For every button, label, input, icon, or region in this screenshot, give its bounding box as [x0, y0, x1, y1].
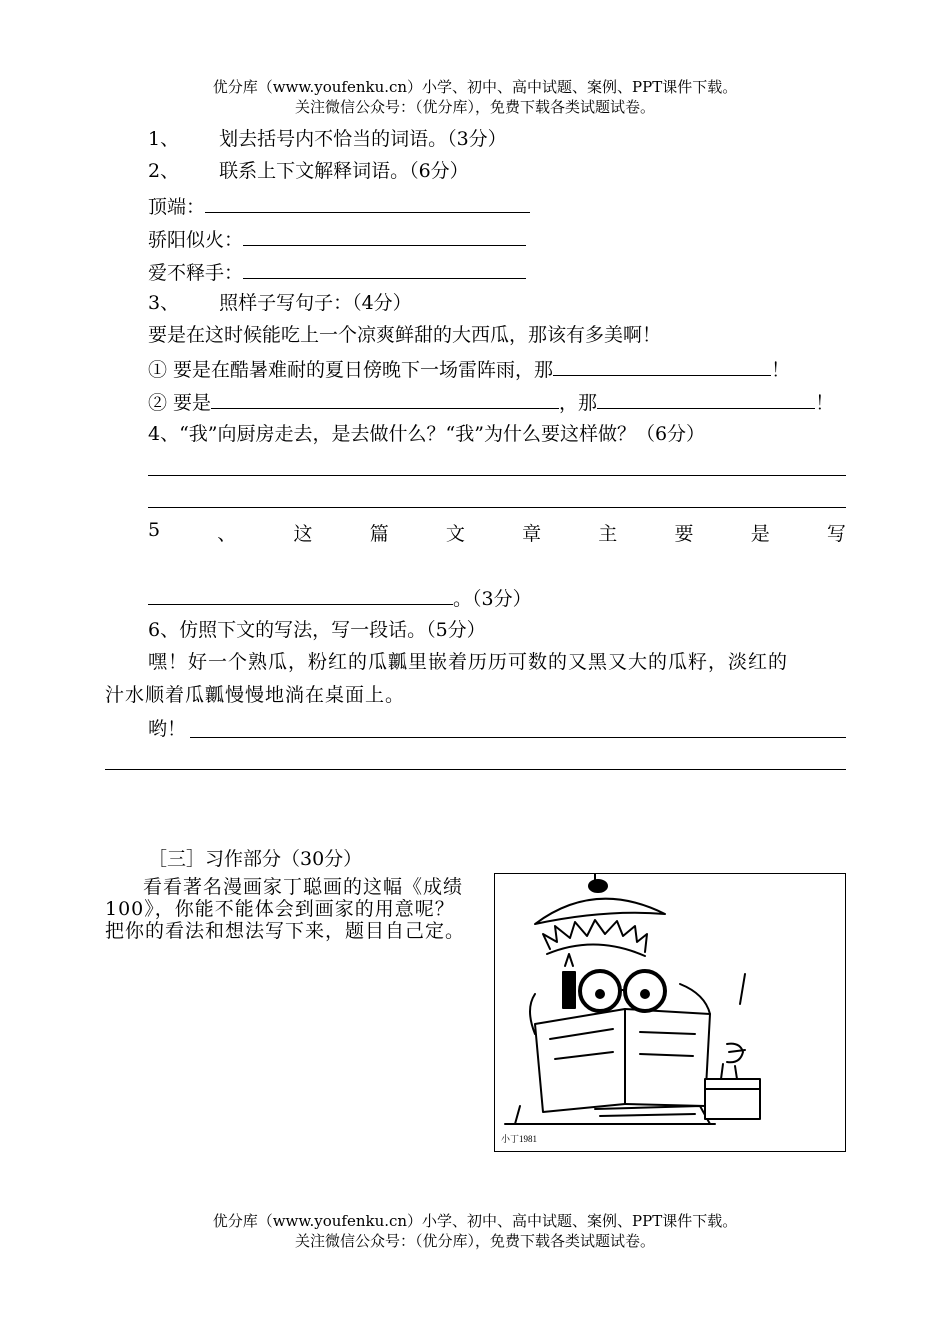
question-3 — [148, 290, 412, 316]
header-line-1: 优分库（www.youfenku.cn）小学、初中、高中试题、案例、PPT课件下载。 — [212, 78, 738, 96]
question-3-number: 3、 — [148, 292, 180, 314]
answer-blank[interactable] — [243, 225, 526, 246]
word-item-2 — [148, 225, 526, 253]
answer-line[interactable] — [148, 507, 846, 508]
item-2-mid: ，那 — [559, 392, 598, 414]
word-label: 顶端： — [148, 196, 206, 218]
question-5-char: 章 — [522, 523, 542, 545]
question-5-char: 这 — [293, 523, 313, 545]
example-paragraph-line-1: 嘿！好一个熟瓜，粉红的瓜瓤里嵌着历历可数的又黑又大的瓜籽，淡红的 — [148, 651, 789, 673]
question-3-text: 照样子写句子：（4分） — [219, 292, 412, 314]
header-line-2: 关注微信公众号：（优分库），免费下载各类试题试卷。 — [294, 98, 655, 116]
answer-blank[interactable] — [553, 355, 771, 376]
question-2 — [148, 158, 469, 184]
word-item-3 — [148, 258, 526, 286]
answer-blank[interactable] — [148, 584, 453, 605]
question-4: 4、“我”向厨房走去，是去做什么？“我”为什么要这样做？（6分） — [148, 423, 706, 445]
question-3-item-1 — [148, 355, 790, 383]
answer-blank[interactable] — [243, 258, 526, 279]
question-2-number: 2、 — [148, 160, 180, 182]
example-paragraph-line-2: 汁水顺着瓜瓤慢慢地淌在桌面上。 — [105, 684, 406, 706]
answer-line[interactable] — [190, 737, 846, 738]
question-5 — [148, 519, 846, 546]
footer-line-1: 优分库（www.youfenku.cn）小学、初中、高中试题、案例、PPT课件下载。 — [212, 1212, 738, 1230]
section-3-prompt: 看看著名漫画家丁聪画的这幅《成绩100》，你能不能体会到画家的用意呢？把你的看法和想法写下来，题目自己定。 — [105, 876, 466, 942]
question-5-continuation — [148, 584, 532, 612]
item-1-prefix: ① 要是在酷暑难耐的夏日傍晚下一场雷阵雨，那 — [148, 359, 554, 381]
question-1 — [148, 126, 507, 152]
item-2-suffix: ！ — [815, 392, 835, 414]
question-5-char: 5 — [148, 519, 161, 541]
question-1-number: 1、 — [148, 128, 180, 150]
cartoon-signature: 小丁1981 — [501, 1134, 538, 1144]
answer-line[interactable] — [105, 769, 846, 770]
answer-line[interactable] — [148, 475, 846, 476]
question-5-char: 篇 — [369, 523, 389, 545]
section-3-title: ［三］习作部分（30分） — [148, 848, 363, 870]
question-1-text: 划去括号内不恰当的词语。（3分） — [219, 128, 507, 150]
footer-line-2: 关注微信公众号：（优分库），免费下载各类试题试卷。 — [294, 1232, 655, 1250]
question-5-char: 文 — [445, 523, 465, 545]
item-1-suffix: ！ — [771, 359, 791, 381]
question-3-example: 要是在这时候能吃上一个凉爽鲜甜的大西瓜，那该有多美啊！ — [148, 324, 662, 346]
question-5-char: 要 — [674, 523, 694, 545]
answer-blank[interactable] — [211, 388, 559, 409]
question-2-text: 联系上下文解释词语。（6分） — [219, 160, 469, 182]
question-3-item-2 — [148, 388, 834, 416]
answer-blank[interactable] — [597, 388, 815, 409]
question-6-prompt: 哟！ — [148, 718, 187, 740]
cartoon-illustration — [494, 873, 846, 1152]
question-5-suffix: 。（3分） — [453, 588, 532, 610]
word-label: 爱不释手： — [148, 262, 244, 284]
word-item-1 — [148, 192, 530, 220]
question-6: 6、仿照下文的写法，写一段话。（5分） — [148, 619, 486, 641]
question-5-char: 、 — [217, 523, 237, 545]
answer-blank[interactable] — [205, 192, 530, 213]
question-5-char: 主 — [598, 523, 618, 545]
question-5-char: 是 — [750, 523, 770, 545]
word-label: 骄阳似火： — [148, 229, 244, 251]
item-2-prefix: ② 要是 — [148, 392, 212, 414]
question-5-char: 写 — [826, 523, 846, 545]
boy-reading-icon — [495, 874, 845, 1151]
